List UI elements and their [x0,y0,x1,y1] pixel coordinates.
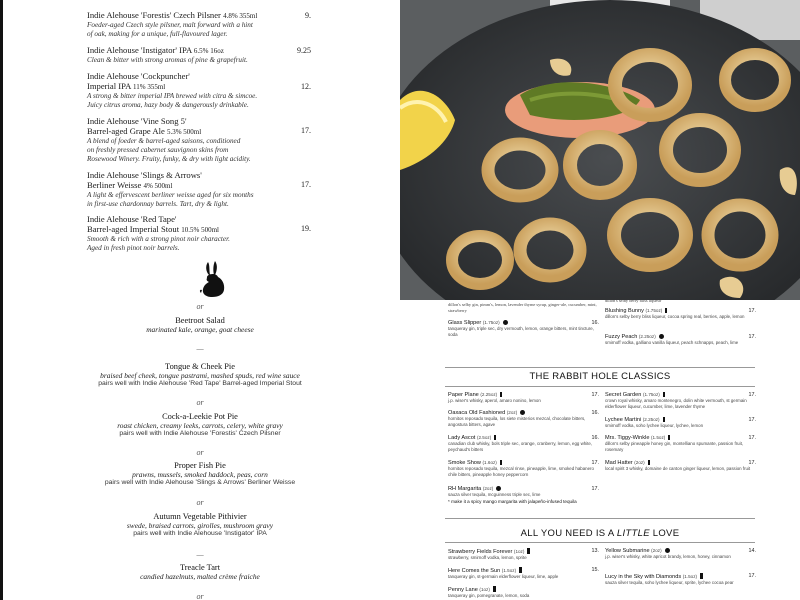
beer-item [87,214,317,253]
beer-meta: 4% 500ml [143,182,173,190]
beer-name: Indie Alehouse 'Red Tape' [87,214,177,224]
beer-item [87,170,317,209]
cocktail-item [448,320,598,337]
cocktail-item [448,410,598,427]
cocktail-item [448,548,598,561]
beer-item [87,116,317,164]
cocktail-price: 13. [591,548,599,554]
rocks-glass-icon [659,334,664,339]
cocktail-name: Secret Garden [605,392,642,398]
beer-price: 17. [301,180,311,189]
dish-name: Proper Fish Pie [174,461,226,470]
cocktail-desc: sauza silver tequila, mcguinness triple sec, lime [448,492,541,497]
cocktail-desc: j.p. wiser's whisky, aperol, amaro nonino, lemon [448,398,541,403]
cocktail-desc-fragment: dillon's selby berry bliss liqueur [605,300,662,303]
dish-desc: marinated kale, orange, goat cheese [146,325,254,334]
cocktail-price: 16. [591,320,599,326]
beer-name: Indie Alehouse 'Cockpuncher' [87,71,190,81]
cocktail-item [448,567,598,580]
or-separator: or [196,302,204,311]
cocktail-name: Fuzzy Peach [605,334,638,340]
dish-desc: prawns, mussels, smoked haddock, peas, corn [132,470,268,479]
cocktail-desc: tanqueray gin, st-germain elderflower liqueur, lime, apple [448,574,559,579]
section-title-love [445,528,755,539]
cocktail-item [605,417,755,429]
section-rule [445,518,755,519]
beer-menu-panel [0,0,400,300]
martini-glass-icon [500,460,506,465]
cocktail-name: Lucy in the Sky with Diamonds [605,574,682,580]
cocktail-price: 17. [591,392,599,398]
beer-meta: 4.8% 355ml [223,12,258,20]
dish-name: Autumn Vegetable Pithivier [153,512,247,521]
beer-desc: Foeder-aged Czech style pilsner, malt forward with a hint [87,21,253,29]
dish-desc: swede, braised carrots, girolles, mushroom gravy [126,521,274,530]
cocktail-desc: smirnoff vodka, galliano vanilla liqueur, peach schnapps, peach, lime [605,340,739,345]
dish-pairing: pairs well with Indie Alehouse 'Instigator' IPA [133,530,267,537]
cocktail-name: Yellow Submarine [605,548,650,554]
love-title-em: LITTLE [616,528,650,539]
rocks-glass-icon [665,548,670,553]
cocktail-name: Here Comes the Sun [448,568,501,574]
food-item [8,512,392,537]
beer-item [87,45,317,65]
highball-glass-icon [700,573,703,579]
cocktail-desc: tanqueray gin, pomegranate, lemon, soda [448,593,530,598]
calamari-photo [400,0,800,300]
beer-price: 12. [301,82,311,91]
beer-desc: Smooth & rich with a strong pinot noir character. [87,235,230,243]
cocktail-desc: crown royal whisky, amaro montenegro, dolin white vermouth, st germain elderflower liqueur, cucumber, lime, lavender thyme [605,398,747,409]
beer-style: Barrel-aged Imperial Stout [87,224,180,234]
beer-desc: A strong & bitter imperial IPA brewed with citra & simcoe. [87,92,258,100]
cocktail-price: 16. [591,410,599,416]
cocktail-desc: canadian club whisky, bols triple sec, orange, cranberry, lemon, egg white, peychaud's bitters [448,441,593,452]
martini-glass-icon [668,435,674,440]
cocktail-price: 14. [748,548,756,554]
cocktail-size: (1.5oz) [651,435,666,440]
cocktail-name: Lychee Martini [605,417,642,423]
beer-style: Barrel-aged Grape Ale [87,126,165,136]
cocktail-price: 17. [591,460,599,466]
rabbit-icon [198,260,228,298]
beer-desc: Rosewood Winery. Fruity, funky, & dry with light acidity. [87,155,251,163]
cocktail-price: 17. [748,435,756,441]
cocktail-desc: dillon's selby pineapple honey gin, montelliano spumante, passion fruit, rosemary [605,441,744,452]
food-item [8,563,392,581]
beer-meta: 10.5% 500ml [181,226,220,234]
beer-style: Berliner Weisse [87,180,142,190]
margarita-note: * make it a spicy mango margarita with jalapeño-infused tequila [448,499,577,504]
cocktail-price: 17. [748,308,756,314]
cocktail-name: Penny Lane [448,587,478,593]
cocktail-desc: hornitos reposado tequila, mezcal rinse, pineapple, lime, smoked habanero chile bitters, pineapple honey peppercorn [448,466,594,477]
dish-pairing: pairs well with Indie Alehouse 'Slings & Arrows' Berliner Weisse [104,479,296,486]
or-separator: or [196,498,204,507]
food-item [8,316,392,334]
dish-name: Cock-a-Leekie Pot Pie [162,412,238,421]
cocktail-item [605,308,755,320]
cocktail-size: (2.25oz) [638,334,656,339]
beer-price: 9.25 [297,46,311,55]
cocktail-size: (1oz) [479,587,490,592]
or-separator: or [196,398,204,407]
beer-desc: Clean & bitter with strong aromas of pine & grapefruit. [87,56,248,64]
rocks-glass-icon [503,320,508,325]
beer-name: Indie Alehouse 'Forestis' Czech Pilsner [87,10,221,20]
cocktail-item [605,334,755,346]
food-item [8,412,392,437]
beer-meta: 11% 355ml [133,83,166,91]
beer-name: Indie Alehouse 'Instigator' IPA [87,45,192,55]
cocktail-name: Glass Slipper [448,320,482,326]
beer-desc: in first-use chardonnay barrels. Tart, dry & light. [87,200,229,208]
calamari-photo-image [400,0,800,300]
highball-glass-icon [493,586,496,592]
cocktail-size: (2oz) [506,410,518,415]
cocktail-price: 15. [591,567,599,573]
cocktail-desc: hornitos reposado tequila, los siete misterios mezcal, chocolate bitters, angostura bitters, agave [448,416,586,427]
cocktail-size: (2oz) [651,548,662,553]
cocktail-desc: strawberry, smirnoff vodka, lemon, sprite [448,555,527,560]
beer-desc: A blend of foeder & barrel-aged saisons, conditioned [87,137,241,145]
beer-desc: Juicy citrus aroma, hazy body & dangerously drinkable. [87,101,249,109]
cocktail-item [605,460,755,472]
cocktail-size: (1.5oz) [682,574,698,579]
cocktail-price: 17. [748,392,756,398]
cocktail-desc: j.p. wiser's whisky, white apricot brandy, lemon, honey, cinnamon [605,554,731,559]
highball-glass-icon [519,567,522,573]
martini-glass-icon [494,435,500,440]
highball-glass-icon [527,548,530,554]
cocktail-price: 17. [748,334,756,340]
dish-pairing: pairs well with Indie Alehouse 'Forestis' Czech Pilsner [119,430,281,437]
cocktail-price: 16. [591,435,599,441]
martini-glass-icon [663,417,669,422]
beer-meta: 6.5% 16oz [193,47,224,55]
beer-desc: Aged in fresh pinot noir barrels. [87,244,180,252]
cocktail-name: Paper Plane [448,392,479,398]
cocktail-size: (1.5oz) [501,568,517,573]
love-title-pre: ALL YOU NEED IS A [520,528,617,539]
beer-price: 17. [301,126,311,135]
cocktail-menu-panel [400,300,800,600]
section-rule [445,367,755,368]
cocktail-item [448,435,598,452]
beer-desc: on freshly pressed cabernet sauvignon skins from [87,146,229,154]
cocktail-item [605,392,755,409]
cocktail-name: RH Margarita [448,486,482,492]
cocktail-item [605,548,755,560]
dash-separator: — [196,550,204,559]
beer-desc: of oak, making for a unique, full-flavoured lager. [87,30,228,38]
food-menu-panel [0,300,400,600]
cocktail-name: Mrs. Tiggy-Winkle [605,435,650,441]
cocktail-size: (1.75oz) [642,392,660,397]
cocktail-name: Mad Hatter [605,460,633,466]
martini-glass-icon [663,392,669,397]
martini-glass-icon [665,308,671,313]
food-item [8,362,392,387]
dish-desc: candied hazelnuts, malted crème fraiche [140,572,260,581]
cocktail-desc-fragment: dillon's selby gin, pimm's, lemon, lavender thyme syrup, ginger-ale, cucumber, mint, strawberry [448,302,597,313]
dish-desc: roast chicken, creamy leeks, carrots, celery, white gravy [117,421,283,430]
cocktail-price: 17. [748,417,756,423]
food-item [8,461,392,486]
cocktail-price: 17. [748,460,756,466]
rocks-glass-icon [520,410,525,415]
cocktail-size: (1.75oz) [482,320,500,325]
cocktail-price: 17. [591,486,599,492]
cocktail-desc: tanqueray gin, triple sec, dry vermouth, lemon, orange bitters, mint tincture, soda [448,326,594,337]
beer-style: Imperial IPA [87,81,131,91]
cocktail-item [448,586,598,599]
dish-desc: braised beef cheek, tongue pastrami, mashed spuds, red wine sauce [100,371,300,380]
cocktail-item [448,392,598,404]
beer-name: Indie Alehouse 'Vine Song 5' [87,116,187,126]
beer-price: 19. [301,224,311,233]
cocktail-item [448,460,598,477]
cocktail-name: Lady Ascot [448,435,476,441]
martini-glass-icon [648,460,654,465]
dish-pairing: pairs well with Indie Alehouse 'Red Tape' Barrel-aged Imperial Stout [98,380,302,387]
cocktail-size: (2.5oz) [476,435,492,440]
section-rule [445,386,755,387]
cocktail-size: (2.25oz) [480,392,498,397]
martini-glass-icon [500,392,506,397]
cocktail-name: Strawberry Fields Forever [448,549,513,555]
cocktail-size: (2.25oz) [642,417,660,422]
beer-name: Indie Alehouse 'Slings & Arrows' [87,170,202,180]
menu-edge-line [0,0,3,300]
cocktail-size: (1.6oz) [482,460,497,465]
or-separator: or [196,592,204,600]
dish-name: Beetroot Salad [175,316,225,325]
love-title-post: LOVE [649,528,680,539]
section-rule [445,542,755,543]
cocktail-size: (2oz) [482,486,494,491]
beer-meta: 5.3% 500ml [166,128,202,136]
cocktail-desc: sauza silver tequila, soho lychee liqueur, sprite, lychee cocoa pear [605,580,734,585]
beer-item [87,10,317,39]
cocktail-size: (1oz) [513,549,525,554]
dish-name: Treacle Tart [179,563,221,572]
dish-name: Tongue & Cheek Pie [165,362,235,371]
beer-item [87,71,317,110]
cocktail-item [448,486,598,498]
section-title-classics: THE RABBIT HOLE CLASSICS [529,371,671,382]
beer-price: 9. [305,11,311,20]
dash-separator: — [196,344,204,353]
cocktail-desc: local spirit 3 whisky, domaine de canton ginger liqueur, lemon, passion fruit [605,466,751,471]
cocktail-size: (2oz) [634,460,645,465]
cocktail-item [605,435,755,452]
cocktail-name: Smoke Show [448,460,481,466]
rocks-glass-icon [496,486,501,491]
cocktail-name: Blushing Bunny [605,308,644,314]
cocktail-item [605,573,755,586]
cocktail-size: (1.75oz) [645,308,663,313]
cocktail-desc: dillon's selby berry bliss liqueur, cocoa spring real, berries, apple, lemon [605,314,745,319]
cocktail-price: 17. [748,573,756,579]
or-separator: or [196,448,204,457]
beer-desc: A light & effervescent berliner weisse aged for six months [87,191,254,199]
cocktail-desc: smirnoff vodka, soho lychee liqueur, lychee, lemon [605,423,704,428]
cocktail-name: Oaxaca Old Fashioned [448,410,506,416]
